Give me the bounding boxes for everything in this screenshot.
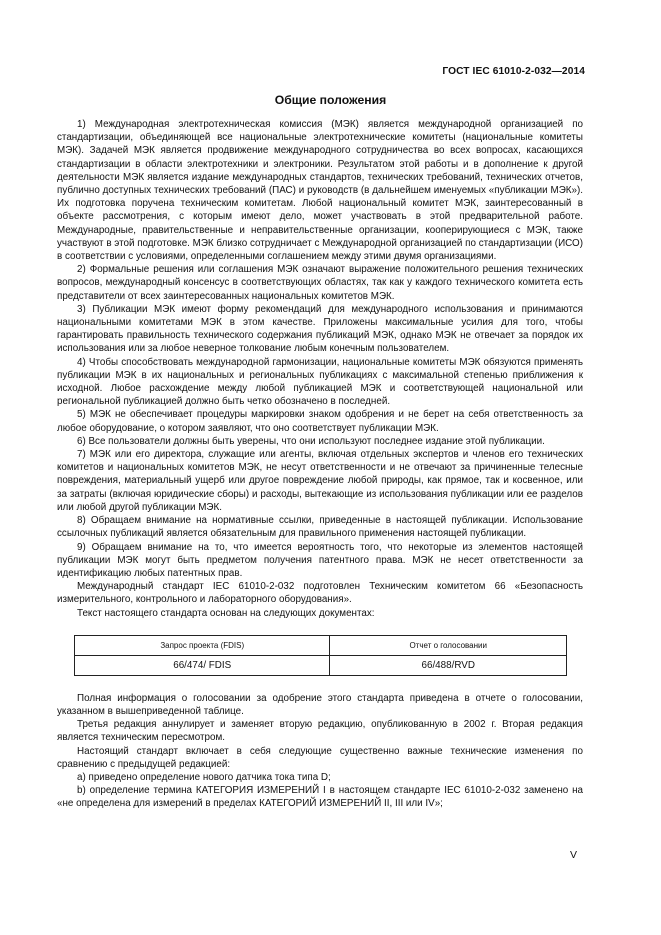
paragraph-8: 8) Обращаем внимание на нормативные ссылки, приведенные в настоящей публикации. Использование ссылочных публикаций является обязательным для правильного применения настоящей публикации. — [57, 515, 583, 540]
paragraph-documents-intro: Текст настоящего стандарта основан на следующих документах: — [77, 607, 375, 619]
paragraph-1: 1) Международная электротехническая комиссия (МЭК) является международной организацией по стандартизации, объединяющей все национальные электротехнические комитеты (национальные комитеты МЭК). Задачей МЭК является продвижение международного сотрудничества во всех вопросах, касающихся стандартизации в области электротехники и электроники. Результатом этой работы и в дополнение к другой деятельности МЭК является издание международных стандартов, технических требований, технических отчетов, публично доступных технических требований (ПАС) и руководств (в дальнейшем именуемых «публикации МЭК»). Их подготовка поручена техническим комитетам. Любой национальный комитет МЭК, заинтересованный в объекте рассмотрения, с которым имеют дело, может участвовать в этой предварительной работе. Международные, правительственные и неправительственные организации, кооперирующиеся с МЭК, также участвуют в этой подготовке. МЭК близко сотрудничает с Международной организацией по стандартизации (ИСО) в соответствии с условиями, определенными соглашением между этими двумя организациями. — [57, 119, 583, 263]
voting-documents-table — [74, 635, 567, 676]
paragraph-4: 4) Чтобы способствовать международной гармонизации, национальные комитеты МЭК обязуются применять публикации МЭК в их национальных и региональных публикациях с максимальной степенью приближения к исходной. Любое расхождение между любой публикацией МЭК и соответствующей национальной или региональной публикацией должно быть четко обозначено в последней. — [57, 356, 583, 408]
paragraph-9: 9) Обращаем внимание на то, что имеется вероятность того, что некоторые из элементов настоящей публикации МЭК могут быть предметом получения патентного права. МЭК не несет ответственности за идентификацию любых патентных прав. — [57, 541, 583, 579]
table-header-voting-report: Отчет о голосовании — [330, 635, 567, 655]
paragraph-committee: Международный стандарт IEC 61010-2-032 подготовлен Техническим комитетом 66 «Безопасность измерительного, контрольного и лабораторного оборудования». — [57, 581, 583, 606]
document-body — [57, 118, 583, 811]
paragraph-7: 7) МЭК или его директора, служащие или агенты, включая отдельных экспертов и членов его технических комитетов и национальных комитетов МЭК, не несут ответственности и не отвечают за причиненные телесные повреждения, материальный ущерб или другое повреждение любой природы, как прямое, так и косвенное, или за затраты (включая юридические сборы) и расходы, вытекающие из использования публикации или ее разделов или любой другой публикации МЭК. — [57, 449, 583, 513]
paragraph-edition: Третья редакция аннулирует и заменяет вторую редакцию, опубликованную в 2002 г. Вторая редакция является техническим пересмотром. — [57, 719, 583, 744]
list-item-a: a) приведено определение нового датчика тока типа D; — [77, 771, 331, 783]
paragraph-voting-info: Полная информация о голосовании за одобрение этого стандарта приведена в отчете о голосовании, указанном в вышеприведенной таблице. — [57, 692, 583, 717]
list-item-b: b) определение термина КАТЕГОРИЯ ИЗМЕРЕНИЙ I в настоящем стандарте IEC 61010-2-032 заменено на «не определена для измерений в пределах КАТЕГОРИЙ ИЗМЕРЕНИЙ II, III или IV»; — [57, 785, 583, 810]
paragraph-6: 6) Все пользователи должны быть уверены, что они используют последнее издание этой публикации. — [77, 435, 545, 447]
paragraph-changes-intro: Настоящий стандарт включает в себя следующие существенно важные технические изменения по сравнению с предыдущей редакцией: — [57, 745, 583, 770]
section-title: Общие положения — [274, 93, 387, 107]
table-cell-rvd: 66/488/RVD — [330, 655, 567, 675]
standard-designation: ГОСТ IEC 61010-2-032—2014 — [442, 66, 585, 77]
paragraph-3: 3) Публикации МЭК имеют форму рекомендаций для международного использования и принимаются национальными комитетами МЭК в этом качестве. Приложены максимальные усилия для того, чтобы гарантировать правильность технического содержания публикаций МЭК, однако МЭК не отвечает за порядок их использования или за любое неверное толкование любым конечным пользователем. — [57, 303, 583, 355]
table-header-fdis: Запрос проекта (FDIS) — [75, 635, 330, 655]
page-number: V — [569, 849, 577, 861]
table-header-row — [75, 635, 567, 655]
table-cell-fdis: 66/474/ FDIS — [75, 655, 330, 675]
table-row — [75, 655, 567, 675]
paragraph-2: 2) Формальные решения или соглашения МЭК означают выражение положительного решения технических вопросов, международный консенсус в соответствующих областях, так как у каждого технического комитета есть представители от всех заинтересованных национальных комитетов МЭК. — [57, 264, 583, 302]
paragraph-5: 5) МЭК не обеспечивает процедуры маркировки знаком одобрения и не берет на себя ответственность за любое оборудование, о котором заявляют, что оно соответствует публикации МЭК. — [57, 409, 583, 434]
